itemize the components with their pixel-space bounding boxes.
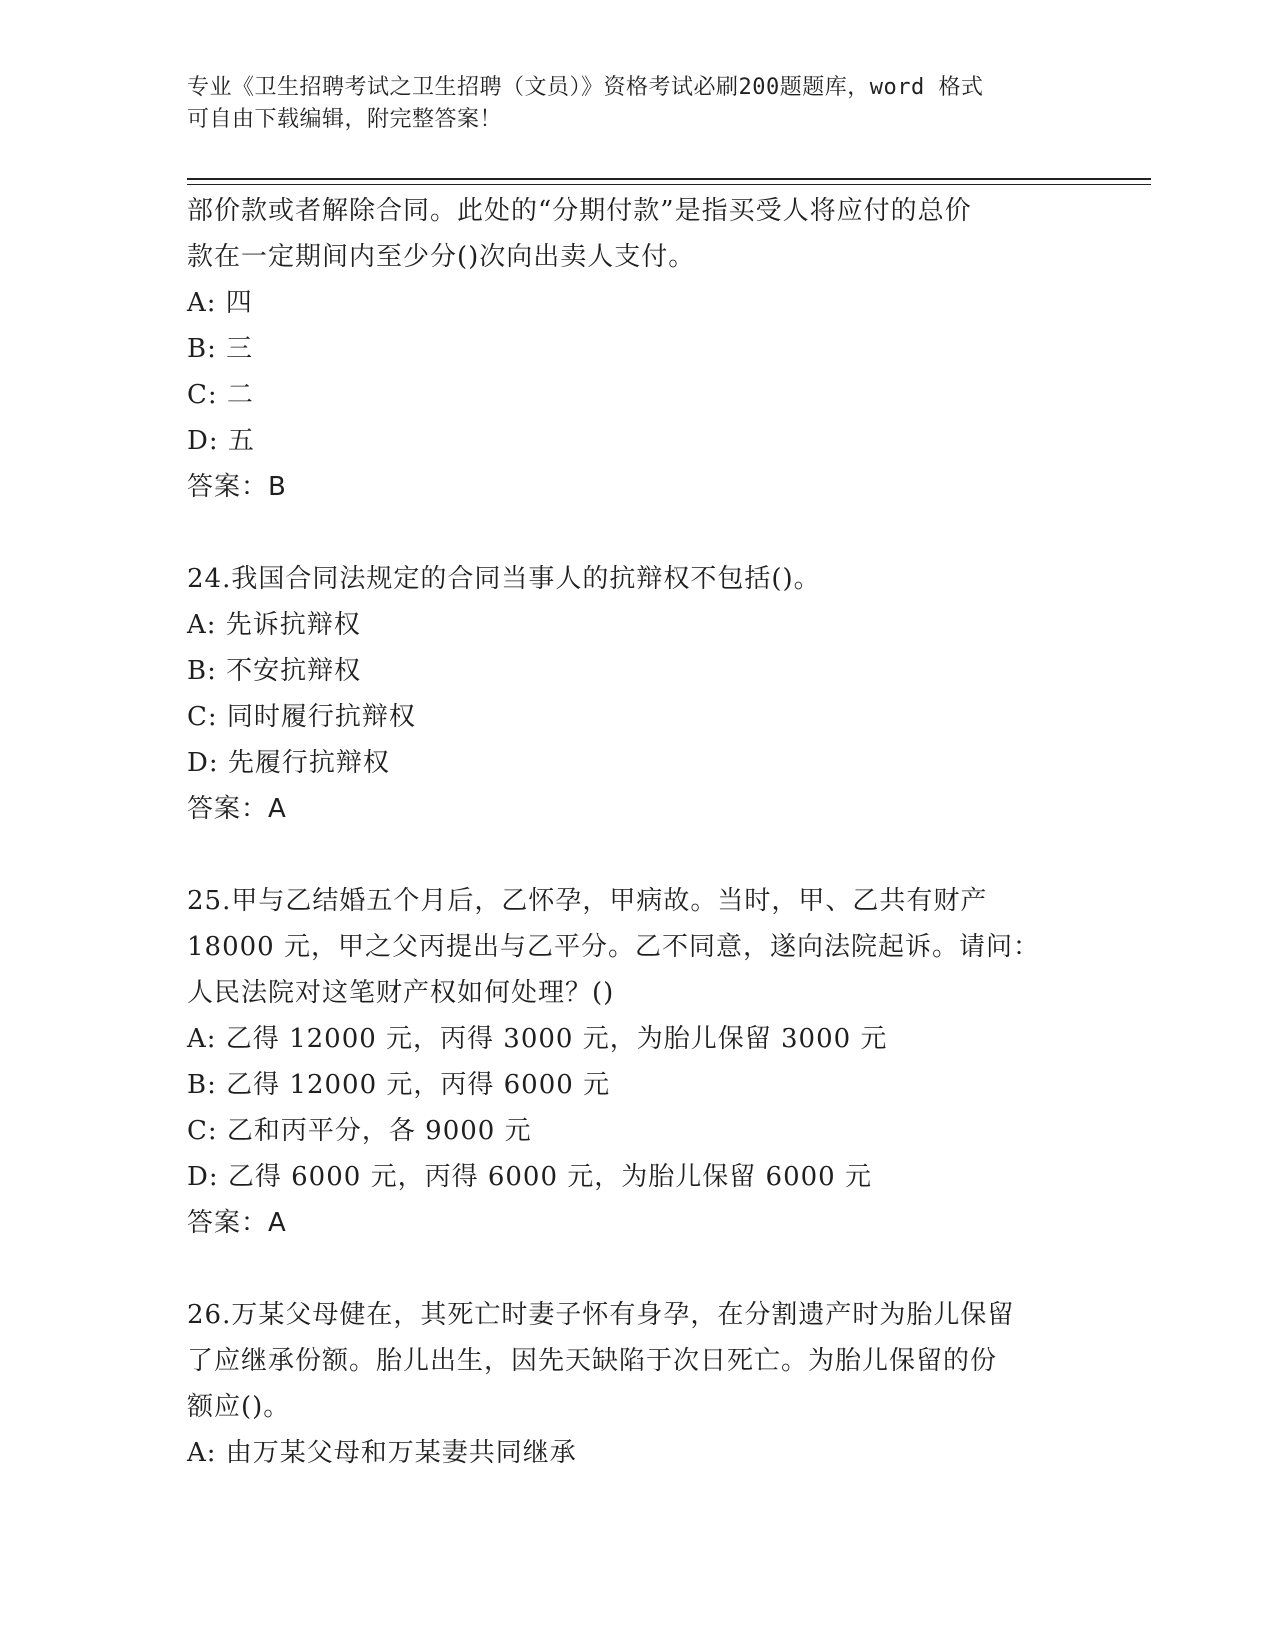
option-c: C: 同时履行抗辩权 [187, 702, 416, 732]
answer: 答案：B [187, 472, 287, 502]
option-c: C: 乙和丙平分，各 9000 元 [187, 1116, 532, 1146]
question-stem: 24.我国合同法规定的合同当事人的抗辩权不包括()。 [187, 564, 821, 594]
option-a: A: 四 [187, 288, 253, 318]
question-stem: 部价款或者解除合同。此处的“分期付款”是指买受人将应付的总价 [187, 196, 972, 226]
question-25 [187, 878, 1067, 1246]
option-b: B: 三 [187, 334, 254, 364]
option-b: B: 不安抗辩权 [187, 656, 362, 686]
option-a: A: 先诉抗辩权 [187, 610, 361, 640]
header-title-line2: 可自由下载编辑，附完整答案！ [187, 107, 503, 132]
option-a: A: 乙得 12000 元，丙得 3000 元，为胎儿保留 3000 元 [187, 1024, 888, 1054]
question-stem: 25.甲与乙结婚五个月后，乙怀孕，甲病故。当时，甲、乙共有财产 [187, 886, 988, 916]
option-a: A: 由万某父母和万某妻共同继承 [187, 1438, 577, 1468]
question-23 [187, 188, 1067, 510]
question-stem: 26.万某父母健在，其死亡时妻子怀有身孕，在分割遗产时为胎儿保留 [187, 1300, 1015, 1330]
header-divider-thin [187, 184, 1151, 185]
question-stem: 额应()。 [187, 1392, 291, 1422]
option-b: B: 乙得 12000 元，丙得 6000 元 [187, 1070, 611, 1100]
option-d: D: 五 [187, 426, 255, 456]
option-d: D: 先履行抗辩权 [187, 748, 390, 778]
answer: 答案：A [187, 1208, 287, 1238]
document-header [187, 72, 1087, 136]
question-stem: 人民法院对这笔财产权如何处理？() [187, 978, 615, 1008]
option-c: C: 二 [187, 380, 254, 410]
option-d: D: 乙得 6000 元，丙得 6000 元，为胎儿保留 6000 元 [187, 1162, 872, 1192]
question-26 [187, 1292, 1067, 1476]
question-stem: 了应继承份额。胎儿出生，因先天缺陷于次日死亡。为胎儿保留的份 [187, 1346, 998, 1376]
question-stem: 款在一定期间内至少分()次向出卖人支付。 [187, 242, 696, 272]
question-list [187, 188, 1067, 1476]
header-title-line1: 专业《卫生招聘考试之卫生招聘（文员）》资格考试必刷200题题库，word 格式 [187, 75, 984, 100]
answer: 答案：A [187, 794, 287, 824]
question-stem: 18000 元，甲之父丙提出与乙平分。乙不同意，遂向法院起诉。请问： [187, 932, 1040, 962]
header-divider-thick [187, 178, 1151, 180]
question-24 [187, 556, 1067, 832]
